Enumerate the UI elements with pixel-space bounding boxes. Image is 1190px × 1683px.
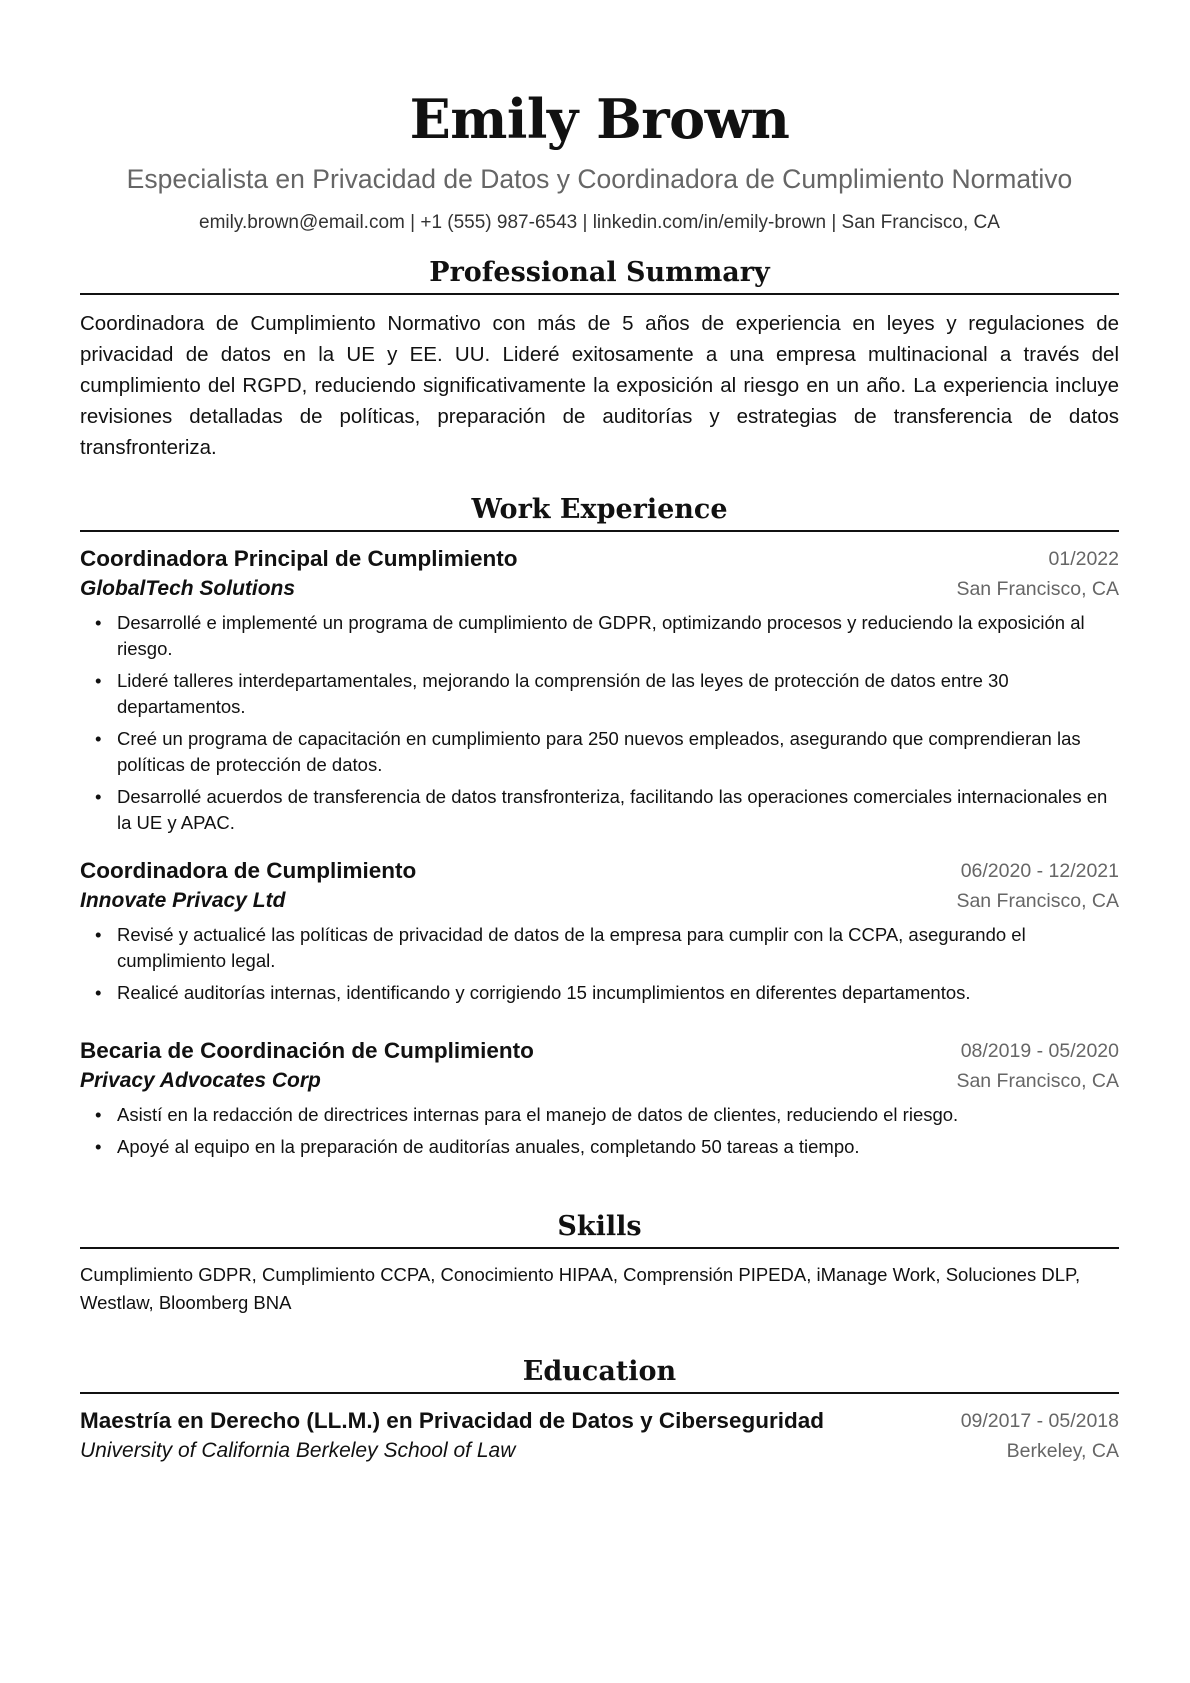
skills-list: Cumplimiento GDPR, Cumplimiento CCPA, Conocimiento HIPAA, Comprensión PIPEDA, iManage Work, Soluciones DLP, Westlaw, Bloomberg BNA: [80, 1264, 1081, 1313]
job-date: 08/2019 - 05/2020: [960, 1040, 1119, 1062]
bullet-item: • Lideré talleres interdepartamentales, mejorando la comprensión de las leyes de protección de datos entre 30 departamentos.: [95, 670, 1009, 717]
bullet-item: • Desarrollé acuerdos de transferencia de datos transfronteriza, facilitando las operaciones comerciales internacionales en la UE y APAC.: [95, 786, 1108, 833]
candidate-headline: Especialista en Privacidad de Datos y Coordinadora de Cumplimiento Normativo: [126, 164, 1073, 194]
bullet-item: • Desarrollé e implementé un programa de cumplimiento de GDPR, optimizando procesos y reduciendo la exposición al riesgo.: [95, 612, 1085, 659]
bullet-item: • Asistí en la redacción de directrices internas para el manejo de datos de clientes, reduciendo el riesgo.: [95, 1104, 959, 1125]
job-bullets: [80, 1102, 1119, 1160]
section-divider: [80, 1247, 1119, 1249]
school-name: University of California Berkeley School of Law: [80, 1439, 516, 1462]
job-title: Becaria de Coordinación de Cumplimiento: [80, 1038, 534, 1063]
education-date: 09/2017 - 05/2018: [960, 1410, 1119, 1432]
education-entry: [80, 1406, 1119, 1466]
candidate-name: Emily Brown: [409, 87, 790, 151]
contact-line: emily.brown@email.com | +1 (555) 987-6543 | linkedin.com/in/emily-brown | San Francisco, CA: [199, 212, 1000, 233]
job-location: San Francisco, CA: [956, 578, 1119, 600]
job-location: San Francisco, CA: [956, 890, 1119, 912]
company-name: GlobalTech Solutions: [80, 577, 296, 600]
company-name: Innovate Privacy Ltd: [80, 889, 286, 912]
section-title-experience: Work Experience: [471, 494, 728, 525]
company-name: Privacy Advocates Corp: [80, 1069, 321, 1092]
job-location: San Francisco, CA: [956, 1070, 1119, 1092]
job-entry: [80, 544, 1119, 842]
job-entry: [80, 856, 1119, 1012]
job-title: Coordinadora Principal de Cumplimiento: [80, 546, 518, 571]
job-title: Coordinadora de Cumplimiento: [80, 858, 417, 883]
bullet-item: • Creé un programa de capacitación en cumplimiento para 250 nuevos empleados, asegurando que comprendieran las políticas de protección de datos.: [95, 728, 1081, 775]
job-date: 06/2020 - 12/2021: [960, 860, 1119, 882]
section-divider: [80, 293, 1119, 295]
education-location: Berkeley, CA: [1006, 1440, 1119, 1462]
section-divider: [80, 530, 1119, 532]
degree-title: Maestría en Derecho (LL.M.) en Privacidad de Datos y Ciberseguridad: [80, 1408, 824, 1433]
section-title-education: Education: [522, 1356, 677, 1387]
job-bullets: [80, 922, 1119, 1006]
job-entry: [80, 1036, 1119, 1166]
bullet-item: • Realicé auditorías internas, identificando y corrigiendo 15 incumplimientos en diferentes departamentos.: [95, 982, 971, 1003]
summary-text: Coordinadora de Cumplimiento Normativo con más de 5 años de experiencia en leyes y regulaciones de privacidad de datos en la UE y EE. UU. Lideré exitosamente a una empresa multinacional a través del cumplimiento del RGPD, reduciendo significativamente la exposición al riesgo en un año. La experiencia incluye revisiones detalladas de políticas, preparación de auditorías y estrategias de transferencia de datos transfronteriza.: [80, 312, 1119, 459]
section-title-skills: Skills: [557, 1211, 642, 1242]
job-date: 01/2022: [1048, 548, 1119, 570]
bullet-item: • Revisé y actualicé las políticas de privacidad de datos de la empresa para cumplir con la CCPA, asegurando el cumplimiento legal.: [95, 924, 1026, 971]
section-title-summary: Professional Summary: [429, 257, 770, 288]
bullet-item: • Apoyé al equipo en la preparación de auditorías anuales, completando 50 tareas a tiempo.: [95, 1136, 860, 1157]
section-divider: [80, 1392, 1119, 1394]
job-bullets: [80, 610, 1119, 836]
